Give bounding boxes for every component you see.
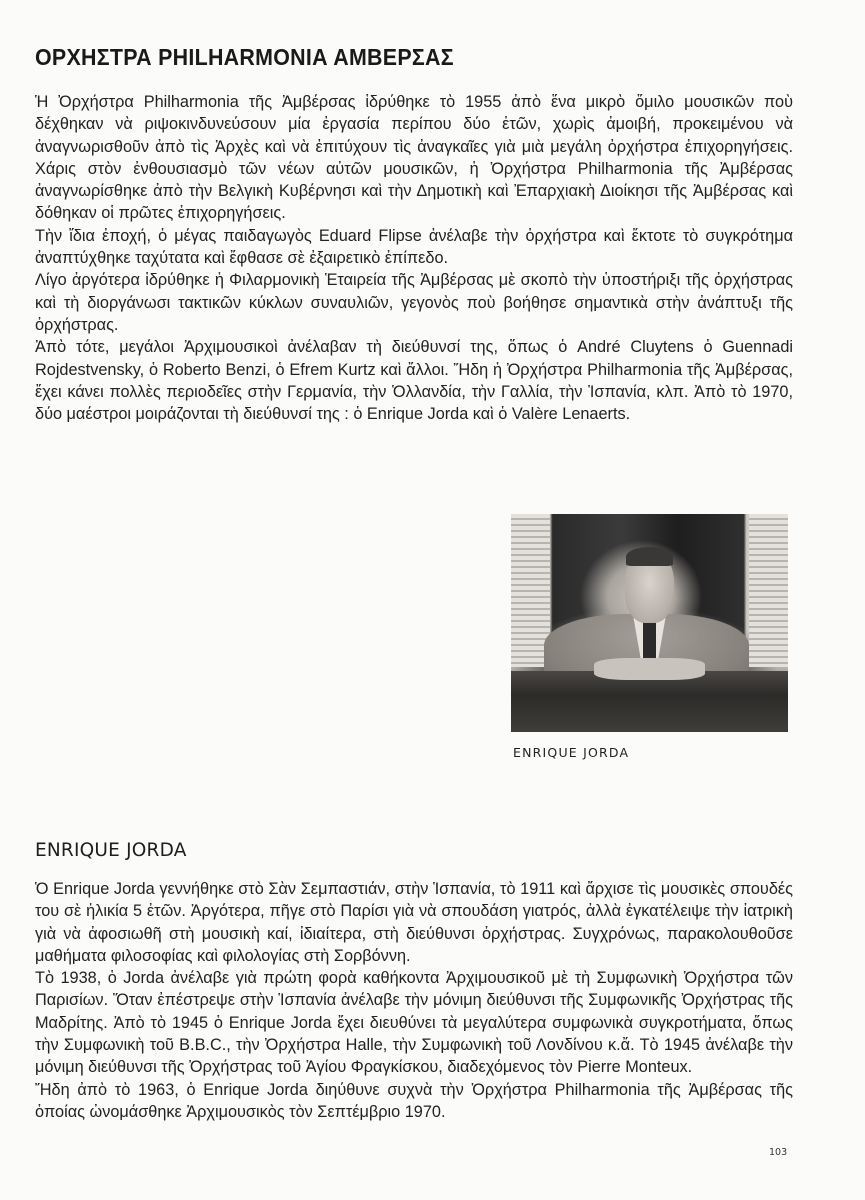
photo-caption: ENRIQUE JORDA xyxy=(513,745,630,760)
biography-section xyxy=(35,878,793,1123)
portrait-photo xyxy=(511,514,788,732)
window-blinds-right xyxy=(749,514,788,667)
paragraph: Τὴν ἴδια ἐποχή, ὁ μέγας παιδαγωγὸς Eduard Flipse ἀνέλαβε τὴν ὀρχήστρα καὶ ἔκτοτε τὸ συγκρότημα ἀναπτύχθηκε ταχύτατα καὶ ἔφθασε σὲ ἐξαιρετικὸ ἐπίπεδο. xyxy=(35,226,793,268)
section-heading: ENRIQUE JORDA xyxy=(35,840,187,861)
page-title: ΟΡΧΗΣΤΡΑ PHILHARMONIA ΑΜΒΕΡΣΑΣ xyxy=(35,44,454,70)
photo-hands xyxy=(594,658,705,680)
paragraph: Λίγο ἀργότερα ἱδρύθηκε ἡ Φιλαρμονικὴ Ἑταιρεία τῆς Ἀμβέρσας μὲ σκοπὸ τὴν ὑποστήριξι τῆς ὀρχήστρας καὶ τὴ διοργάνωσι τακτικῶν κύκλων συναυλιῶν, γεγονὸς ποὺ βοήθησε σημαντικὰ στὴν ἀνάπτυξι τῆς ὀρχήστρας. xyxy=(35,271,793,334)
paragraph: Ὁ Enrique Jorda γεννήθηκε στὸ Σὰν Σεμπαστιάν, στὴν Ἱσπανία, τὸ 1911 καὶ ἄρχισε τὶς μουσικὲς σπουδές του σὲ ἡλικία 5 ἐτῶν. Ἀργότερα, πῆγε στὸ Παρίσι γιὰ νὰ σπουδάση γιατρός, ἀλλὰ ἐγκατέλειψε τὴν ἰατρικὴ γιὰ νὰ ἀφοσιωθῆ στὴ μουσικὴ καί, ἰδιαίτερα, στὴ διεύθυνσι ὀρχήστρας. Συγχρόνως, παρακολουθοῦσε μαθήματα φιλοσοφίας καὶ φιλολογίας στὴ Σορβόννη. xyxy=(35,880,793,965)
orchestra-history-section xyxy=(35,91,793,425)
page-number: 103 xyxy=(769,1147,788,1158)
photo-table xyxy=(511,671,788,732)
paragraph: Τὸ 1938, ὁ Jorda ἀνέλαβε γιὰ πρώτη φορὰ καθήκοντα Ἀρχιμουσικοῦ μὲ τὴ Συμφωνικὴ Ὀρχήστρα τῶν Παρισίων. Ὅταν ἐπέστρεψε στὴν Ἱσπανία ἀνέλαβε τὴν μόνιμη διεύθυνσι τῆς Συμφωνικῆς Ὀρχήστρας τῆς Μαδρίτης. Ἀπὸ τὸ 1945 ὁ Enrique Jorda ἔχει διευθύνει τὰ μεγαλύτερα συμφωνικὰ συγκροτήματα, ὅπως τὴν Συμφωνικὴ τοῦ B.B.C., τὴν Ὀρχήστρα Halle, τὴν Συμφωνικὴ τοῦ Λονδίνου κ.ἄ. Τὸ 1945 ἀνέλαβε τὴν μόνιμη διεύθυνσι τῆς Ὀρχήστρας τοῦ Ἁγίου Φραγκίσκου, διαδεχόμενος τὸν Pierre Monteux. xyxy=(35,969,793,1077)
paragraph: Ἡ Ὀρχήστρα Philharmonia τῆς Ἀμβέρσας ἱδρύθηκε τὸ 1955 ἀπὸ ἕνα μικρὸ ὅμιλο μουσικῶν ποὺ δέχθηκαν νὰ ριψοκινδυνεύσουν μία ἐργασία περίπου δύο ἐτῶν, χωρὶς ἀμοιβή, προκειμένου νὰ ἀναγνωρισθοῦν ἀπὸ τὶς Ἀρχὲς καὶ νὰ ἐπιτύχουν τὶς ἀναγκαῖες γιὰ μιὰ μεγάλη ὀρχήστρα ἐπιχορηγήσεις. Χάρις στὸν ἐνθουσιασμὸ τῶν νέων αὐτῶν μουσικῶν, ἡ Ὀρχήστρα Philharmonia τῆς Ἀμβέρσας ἀναγνωρίσθηκε ἀπὸ τὴν Βελγικὴ Κυβέρνησι καὶ τὴν Δημοτικὴ καὶ Ἐπαρχιακὴ Διοίκησι τῆς Ἀμβέρσας καὶ δόθηκαν οἱ πρῶτες ἐπιχορηγήσεις. xyxy=(35,93,793,223)
paragraph: Ἤδη ἀπὸ τὸ 1963, ὁ Enrique Jorda διηύθυνε συχνὰ τὴν Ὀρχήστρα Philharmonia τῆς Ἀμβέρσας τῆς ὁποίας ὠνομάσθηκε Ἀρχιμουσικὸς τὸν Σεπτέμβριο 1970. xyxy=(35,1080,793,1121)
paragraph: Ἀπὸ τότε, μεγάλοι Ἀρχιμουσικοὶ ἀνέλαβαν τὴ διεύθυνσί της, ὅπως ὁ André Cluytens ὁ Guennadi Rojdestvensky, ὁ Roberto Benzi, ὁ Efrem Kurtz καὶ ἄλλοι. Ἤδη ἡ Ὀρχήστρα Philharmonia τῆς Ἀμβέρσας, ἔχει κάνει πολλὲς περιοδεῖες στὴν Γερμανία, τὴν Ὁλλανδία, τὴν Γαλλία, τὴν Ἱσπανία, κλπ. Ἀπὸ τὸ 1970, δύο μαέστροι μοιράζονται τὴ διεύθυνσί της : ὁ Enrique Jorda καὶ ὁ Valère Lenaerts. xyxy=(35,338,793,424)
photo-hair xyxy=(626,547,673,567)
